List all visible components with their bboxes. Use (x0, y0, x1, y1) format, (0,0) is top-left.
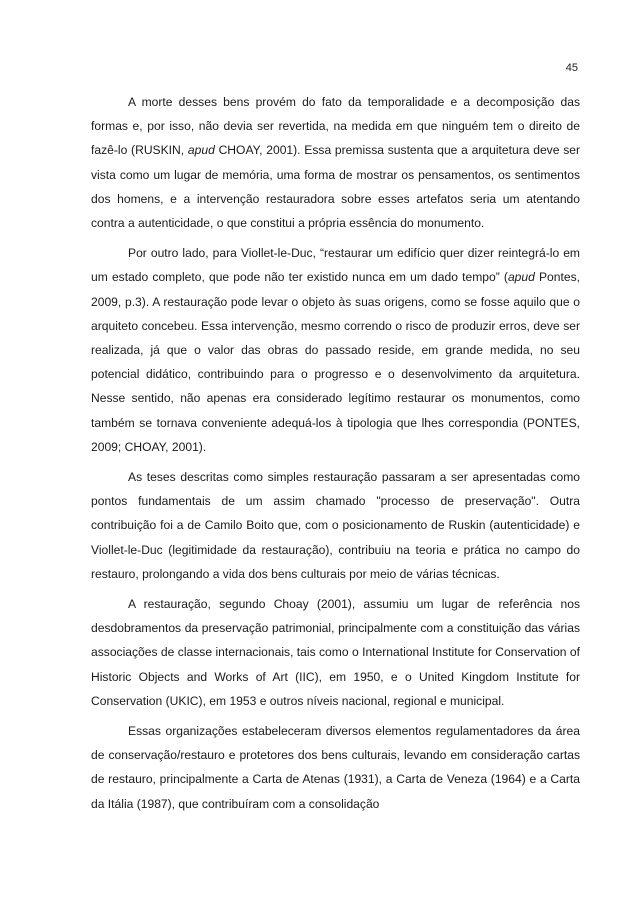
text-run: A morte desses bens provém do fato da temporalidade e a decomposição das formas e, por isso, não devia ser revertida, na medida em que ninguém tem o direito de fazê-lo (RUSKIN, (91, 95, 580, 158)
paragraph (91, 241, 580, 459)
text-run: As teses descritas como simples restauração passaram a ser apresentadas como pontos fundamentais de um assim chamado "processo de preservação". Outra contribuição foi a de Camilo Boito que, com o posicionamento de Ruskin (autenticidade) e Viollet-le-Duc (legitimidade da restauração), contribuiu na teoria e prática no campo do restauro, prolongando a vida dos bens culturais por meio de várias técnicas. (91, 470, 580, 581)
paragraph (91, 592, 580, 713)
text-run-italic: apud (507, 270, 535, 285)
paragraph (91, 465, 580, 586)
text-run: Pontes, 2009, p.3). A restauração pode levar o objeto às suas origens, como se fosse aquilo que o arquiteto concebeu. Essa intervenção, mesmo correndo o risco de produzir erros, deve ser realizada, já que o valor das obras do passado reside, em grande medida, no seu potencial didático, contribuindo para o progresso e o desenvolvimento da arquitetura. Nesse sentido, não apenas era considerado legítimo restaurar os monumentos, como também se tornava conveniente adequá-los à tipologia que lhes correspondia (PONTES, 2009; CHOAY, 2001). (91, 270, 580, 454)
text-run-italic: apud (187, 143, 215, 158)
text-run: Por outro lado, para Viollet-le-Duc, “restaurar um edifício quer dizer reintegrá-lo em um estado completo, que pode não ter existido nunca em um dado tempo” ( (91, 246, 580, 285)
text-run: CHOAY, 2001). Essa premissa sustenta que a arquitetura deve ser vista como um lugar de memória, uma forma de mostrar os pensamentos, os sentimentos dos homens, e a intervenção restauradora sobre esses artefatos seria um atentando contra a autenticidade, o que constitui a própria essência do monumento. (91, 143, 580, 231)
text-run: Essas organizações estabeleceram diversos elementos regulamentadores da área de conservação/restauro e protetores dos bens culturais, levando em consideração cartas de restauro, principalmente a Carta de Atenas (1931), a Carta de Veneza (1964) e a Carta da Itália (1987), que contribuíram com a consolidação (91, 724, 580, 811)
body-text (91, 90, 580, 816)
page-number: 45 (565, 62, 578, 74)
paragraph (91, 719, 580, 816)
text-run: A restauração, segundo Choay (2001), assumiu um lugar de referência nos desdobramentos da preservação patrimonial, principalmente com a constituição das várias associações de classe internacionais, tais como o International Institute for Conservation of Historic Objects and Works of Art (IIC), em 1950, e o United Kingdom Institute for Conservation (UKIC), em 1953 e outros níveis nacional, regional e municipal. (91, 597, 580, 708)
paragraph (91, 90, 580, 235)
